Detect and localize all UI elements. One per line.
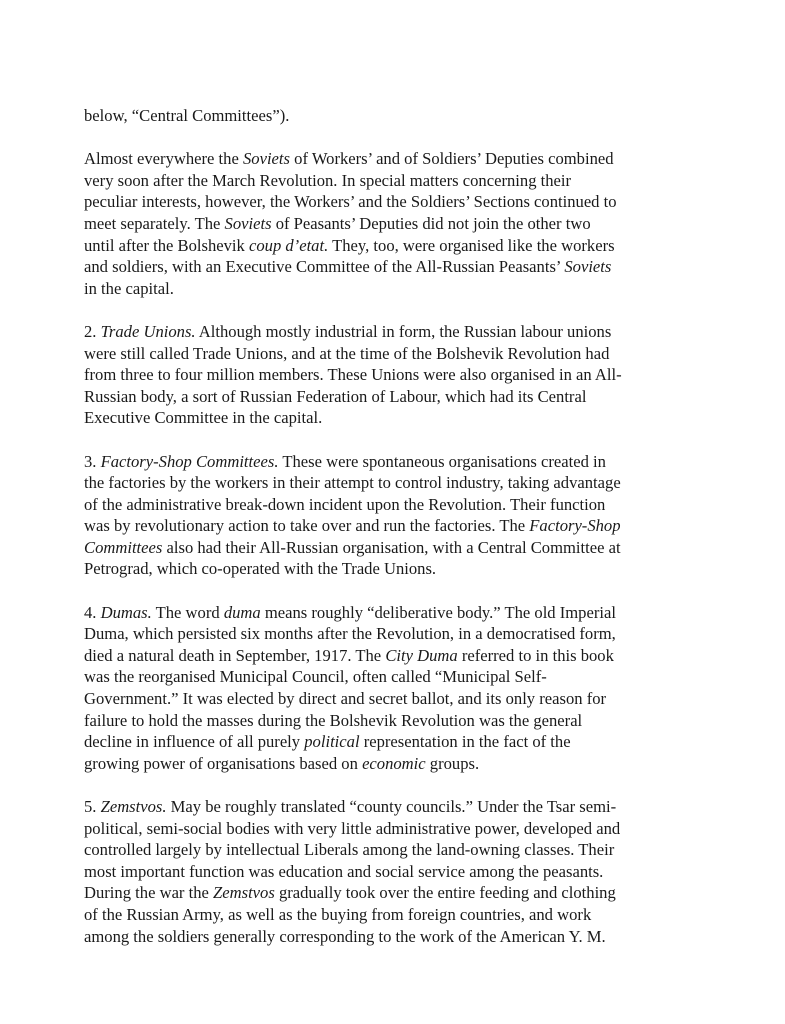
text-line — [84, 235, 714, 257]
paragraph — [84, 451, 714, 581]
italic-text: Trade Unions. — [100, 321, 196, 341]
text-run: means roughly “deliberative body.” The old Imperial — [260, 602, 616, 622]
text-run: was the reorganised Municipal Council, often called “Municipal Self- — [84, 667, 547, 687]
text-run: died a natural death in September, 1917. The — [84, 645, 386, 665]
text-run: referred to in this book — [457, 645, 614, 665]
text-run: Government.” It was elected by direct and secret ballot, and its only reason for — [84, 689, 607, 709]
text-run: among the soldiers generally corresponding to the work of the American Y. M. — [84, 926, 606, 946]
text-line — [84, 623, 714, 645]
text-line — [84, 472, 714, 494]
text-run: of the administrative break-down incident upon the Revolution. Their function — [84, 494, 606, 514]
text-run: Russian body, a sort of Russian Federation of Labour, which had its Central — [84, 386, 587, 406]
text-run: growing power of organisations based on — [84, 753, 363, 773]
text-run: gradually took over the entire feeding and clothing — [274, 883, 616, 903]
text-line — [84, 731, 714, 753]
text-line — [84, 753, 714, 775]
italic-text: Committees — [84, 537, 163, 557]
text-run: Almost everywhere the — [84, 149, 243, 169]
text-run: meet separately. The — [84, 213, 225, 233]
paragraph — [84, 148, 714, 299]
text-line — [84, 882, 714, 904]
text-line — [84, 645, 714, 667]
italic-text: Soviets — [242, 149, 290, 169]
text-run: 3. — [84, 451, 101, 471]
paragraph — [84, 602, 714, 775]
text-run: until after the Bolshevik — [84, 235, 249, 255]
italic-text: Zemstvos. — [100, 797, 167, 816]
text-run: Executive Committee in the capital. — [84, 408, 323, 428]
text-line — [84, 364, 714, 386]
italic-text: coup d’etat. — [248, 235, 329, 255]
text-run: May be roughly translated “county councils.” Under the Tsar semi- — [166, 797, 617, 816]
text-line — [84, 602, 714, 624]
document-page — [84, 105, 714, 969]
text-line — [84, 407, 714, 429]
text-line — [84, 386, 714, 408]
document-body — [84, 105, 714, 947]
text-run: Duma, which persisted six months after the Revolution, in a democratised form, — [84, 624, 616, 644]
text-line — [84, 558, 714, 580]
text-line — [84, 666, 714, 688]
text-run: 2. — [84, 321, 101, 341]
text-line — [84, 256, 714, 278]
text-run: very soon after the March Revolution. In special matters concerning their — [84, 170, 572, 190]
text-run: below, “Central Committees”). — [84, 106, 290, 125]
text-run: decline in influence of all purely — [84, 732, 305, 752]
paragraph — [84, 321, 714, 429]
text-line — [84, 926, 714, 948]
text-run: During the war the — [84, 883, 214, 903]
text-line — [84, 688, 714, 710]
italic-text: Zemstvos — [213, 883, 275, 903]
text-run: in the capital. — [84, 278, 174, 298]
italic-text: Soviets — [224, 213, 272, 233]
text-line — [84, 818, 714, 840]
text-line — [84, 515, 714, 537]
text-run: of Peasants’ Deputies did not join the other two — [271, 213, 591, 233]
text-line — [84, 904, 714, 926]
text-run: Petrograd, which co-operated with the Trade Unions. — [84, 559, 437, 579]
text-line — [84, 191, 714, 213]
italic-text: Factory-Shop — [529, 516, 621, 536]
text-run: most important function was education and social service among the peasants. — [84, 861, 604, 881]
text-line — [84, 170, 714, 192]
text-line — [84, 148, 714, 170]
text-line — [84, 796, 714, 818]
text-line — [84, 494, 714, 516]
text-line — [84, 451, 714, 473]
paragraph — [84, 105, 714, 127]
text-run: was by revolutionary action to take over and run the factories. The — [84, 516, 530, 536]
text-line — [84, 537, 714, 559]
text-line — [84, 278, 714, 300]
text-run: failure to hold the masses during the Bolshevik Revolution was the general — [84, 710, 583, 730]
text-run: of the Russian Army, as well as the buying from foreign countries, and work — [84, 904, 592, 924]
italic-text: City Duma — [385, 645, 458, 665]
text-line — [84, 343, 714, 365]
paragraph — [84, 796, 714, 947]
text-run: also had their All-Russian organisation, with a Central Committee at — [162, 537, 621, 557]
italic-text: Dumas. — [100, 602, 152, 622]
text-run: political, semi-social bodies with very little administrative power, developed and — [84, 818, 621, 838]
italic-text: Factory-Shop Committees. — [100, 451, 279, 471]
text-run: 4. — [84, 602, 101, 622]
text-run: The word — [151, 602, 224, 622]
text-run: peculiar interests, however, the Workers’ and the Soldiers’ Sections continued to — [84, 192, 617, 212]
italic-text: duma — [223, 602, 261, 622]
italic-text: Soviets — [564, 257, 612, 277]
text-run: were still called Trade Unions, and at the time of the Bolshevik Revolution had — [84, 343, 610, 363]
text-run: 5. — [84, 797, 101, 816]
text-run: of Workers’ and of Soldiers’ Deputies combined — [290, 149, 614, 169]
text-run: from three to four million members. These Unions were also organised in an All- — [84, 365, 622, 385]
text-line — [84, 321, 714, 343]
text-run: and soldiers, with an Executive Committee of the All-Russian Peasants’ — [84, 257, 565, 277]
text-run: Although mostly industrial in form, the Russian labour unions — [195, 321, 612, 341]
text-line — [84, 839, 714, 861]
italic-text: political — [304, 732, 360, 752]
text-run: controlled largely by intellectual Liberals among the land-owning classes. Their — [84, 840, 615, 860]
text-run: These were spontaneous organisations created in — [278, 451, 606, 471]
text-run: representation in the fact of the — [359, 732, 571, 752]
text-line — [84, 710, 714, 732]
text-run: groups. — [425, 753, 480, 773]
text-line — [84, 861, 714, 883]
text-run: the factories by the workers in their attempt to control industry, taking advantage — [84, 473, 621, 493]
text-run: They, too, were organised like the workers — [328, 235, 615, 255]
italic-text: economic — [362, 753, 426, 773]
text-line — [84, 213, 714, 235]
text-line — [84, 105, 714, 127]
